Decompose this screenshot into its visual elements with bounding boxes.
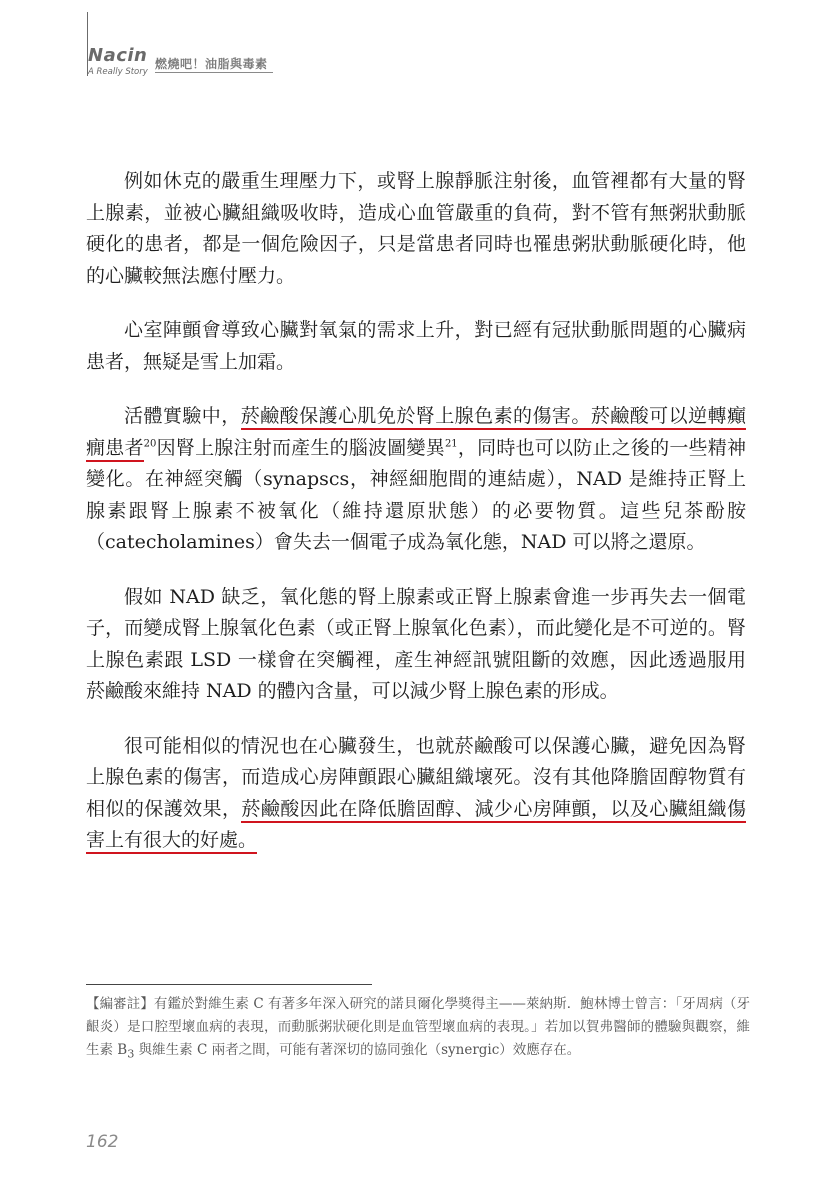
underlined-highlight: 菸鹼酸保護心肌免於腎上腺色素的傷害。菸鹼酸可以逆轉癲癇患者 bbox=[86, 405, 746, 462]
paragraph-5: 很可能相似的情況也在心臟發生，也就菸鹼酸可以保護心臟，避免因為腎上腺色素的傷害，而造成心房陣顫跟心臟組織壞死。沒有其他降膽固醇物質有相似的保護效果，菸鹼酸因此在降低膽固醇、減少心房陣顫，以及心臟組織傷害上有很大的好處。 bbox=[86, 731, 746, 857]
book-title-underline bbox=[155, 72, 273, 73]
paragraph-3: 活體實驗中，菸鹼酸保護心肌免於腎上腺色素的傷害。菸鹼酸可以逆轉癲癇患者$^{20}$因腎上腺注射而產生的腦波圖變異$^{21}$，同時也可以防止之後的一些精神變化。在神經突觸（synapscs，神經細胞間的連結處），NAD 是維持正腎上腺素跟腎上腺素不被氧化（維持還原狀態）的必要物質。這些兒茶酚胺（catecholamines）會失去一個電子成為氧化態，NAD 可以將之還原。 bbox=[86, 405, 746, 553]
subscript: 3 bbox=[127, 1047, 135, 1061]
paragraph-1: 例如休克的嚴重生理壓力下，或腎上腺靜脈注射後，血管裡都有大量的腎上腺素，並被心臟組織吸收時，造成心血管嚴重的負荷，對不管有無粥狀動脈硬化的患者，都是一個危險因子，只是當患者同時也罹患粥狀動脈硬化時，他的心臟較無法應付壓力。 bbox=[86, 170, 746, 287]
series-logo-title: Nacin bbox=[88, 45, 148, 66]
page-number: 162 bbox=[86, 1132, 119, 1152]
footnote-ref-21: 21 bbox=[444, 438, 458, 450]
series-logo-subtitle: A Really Story bbox=[88, 67, 148, 77]
paragraph-4: 假如 NAD 缺乏，氧化態的腎上腺素或正腎上腺素會進一步再失去一個電子，而變成腎上腺氧化色素（或正腎上腺氧化色素），而此變化是不可逆的。腎上腺色素跟 LSD 一樣會在突觸裡，產生神經訊號阻斷的效應，因此透過服用菸鹼酸來維持 NAD 的體內含量，可以減少腎上腺色素的形成。 bbox=[86, 585, 746, 702]
footnote-rule bbox=[86, 984, 372, 985]
editor-footnote: 【編審註】有鑑於對維生素 C 有著多年深入研究的諾貝爾化學獎得主——萊納斯．鮑林博士曾言：「牙周病（牙齦炎）是口腔型壞血病的表現，而動脈粥狀硬化則是血管型壞血病的表現。」若加以賀弗醫師的體驗與觀察，維生素 $B_3$ 與維生素 C 兩者之間，可能有著深切的協同強化（synergic）效應存在。 bbox=[86, 996, 750, 1061]
paragraph-2: 心室陣顫會導致心臟對氧氣的需求上升，對已經有冠狀動脈問題的心臟病患者，無疑是雪上加霜。 bbox=[86, 319, 746, 373]
footnote-ref-20: 20 bbox=[143, 438, 157, 450]
body-text bbox=[86, 166, 746, 880]
underlined-highlight: 菸鹼酸因此在降低膽固醇、減少心房陣顫，以及心臟組織傷害上有很大的好處。 bbox=[86, 798, 746, 855]
book-title: 燃燒吧！油脂與毒素 bbox=[155, 57, 268, 71]
